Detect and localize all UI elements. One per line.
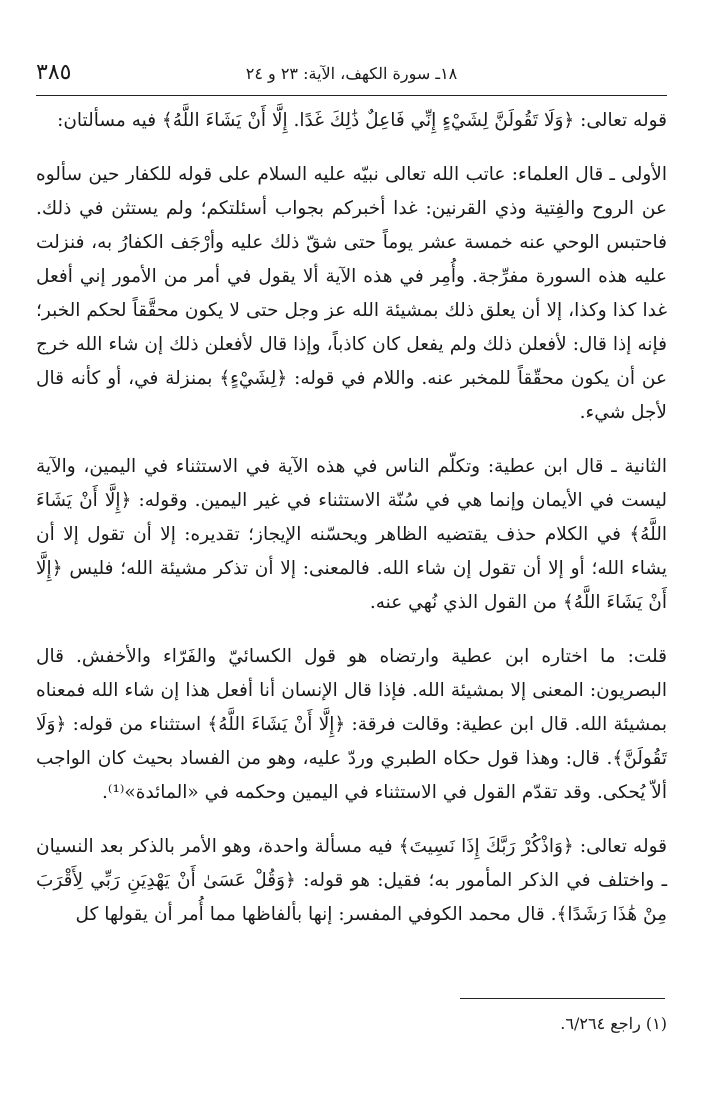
page-number: ٣٨٥ (36, 60, 72, 85)
paragraph-verse-intro: قوله تعالى: ﴿وَلَا تَقُولَنَّ لِشَيْءٍ إِنِّي فَاعِلٌ ذَٰلِكَ غَدًا. إِلَّا أَنْ يَشَاءَ اللَّهُ﴾ فيه مسألتان: (57, 110, 667, 131)
paragraph-commentary: قلت: ما اختاره ابن عطية وارتضاه هو قول الكسائيّ والفَرّاء والأخفش. قال البصريون: المعنى إلا بمشيئة الله. فإذا قال الإنسان أنا أفعل هذا إن شاء الله فمعناه بمشيئة الله. قال ابن عطية: وقالت فرقة: ﴿إِلَّا أَنْ يَشَاءَ اللَّهُ﴾ استثناء من قوله: ﴿وَلَا تَقُولَنَّ﴾. قال: وهذا قول حكاه الطبري وردّ عليه، وهو من الفساد بحيث كان الواجب ألاّ يُحكى. وقد تقدّم القول في الاستثناء في اليمين وحكمه في «المائدة»⁽¹⁾. (36, 646, 667, 803)
main-text (36, 104, 667, 932)
page-header (36, 56, 667, 96)
header-divider (36, 95, 667, 96)
running-title: ١٨ـ سورة الكهف، الآية: ٢٣ و ٢٤ (245, 64, 458, 83)
paragraph-gap (36, 430, 667, 450)
paragraph-gap (36, 138, 667, 158)
paragraph-gap (36, 810, 667, 830)
paragraph-gap (36, 620, 667, 640)
paragraph-first-issue: الأولى ـ قال العلماء: عاتب الله تعالى نبيّه عليه السلام على قوله للكفار حين سألوه عن الروح والفِتية وذي القرنين: غدا أخبركم بجواب أسئلتكم؛ ولم يستثن في ذلك. فاحتبس الوحي عنه خمسة عشر يوماً حتى شقّ ذلك عليه وأرْجَف الكفارُ به، فنزلت عليه هذه السورة مفرِّجة. وأُمِر في هذه الآية ألا يقول في أمر من الأمور إني أفعل غدا كذا وكذا، إلا أن يعلق ذلك بمشيئة الله عز وجل حتى لا يكون محقَّقاً لحكم الخبر؛ فإنه إذا قال: لأفعلن ذلك ولم يفعل كان كاذباً، وإذا قال لأفعلن ذلك إن شاء الله خرج عن أن يكون محقّقاً للمخبر عنه. واللام في قوله: ﴿لِشَيْءٍ﴾ بمنزلة في، أو كأنه قال لأجل شيء. (36, 164, 667, 423)
footnote-divider (460, 998, 665, 999)
paragraph-next-verse: قوله تعالى: ﴿وَاذْكُرْ رَبَّكَ إِذَا نَسِيتَ﴾ فيه مسألة واحدة، وهو الأمر بالذكر بعد النسيان ـ واختلف في الذكر المأمور به؛ فقيل: هو قوله: ﴿وَقُلْ عَسَىٰ أَنْ يَهْدِيَنِ رَبِّي لِأَقْرَبَ مِنْ هَٰذَا رَشَدًا﴾. قال محمد الكوفي المفسر: إنها بألفاظها مما أُمر أن يقولها كل (36, 836, 667, 925)
footnote: (١) راجع ٦/٢٦٤. (560, 1014, 667, 1033)
paragraph-second-issue: الثانية ـ قال ابن عطية: وتكلّم الناس في هذه الآية في الاستثناء في اليمين، والآية ليست في الأيمان وإنما هي في سُنّة الاستثناء في غير اليمين. وقوله: ﴿إِلَّا أَنْ يَشَاءَ اللَّهُ﴾ في الكلام حذف يقتضيه الظاهر ويحسّنه الإيجاز؛ تقديره: إلا أن تقول إلا أن يشاء الله؛ أو إلا أن تقول إن شاء الله. فالمعنى: إلا أن تذكر مشيئة الله؛ فليس ﴿إِلَّا أَنْ يَشَاءَ اللَّهُ﴾ من القول الذي نُهي عنه. (36, 456, 667, 613)
